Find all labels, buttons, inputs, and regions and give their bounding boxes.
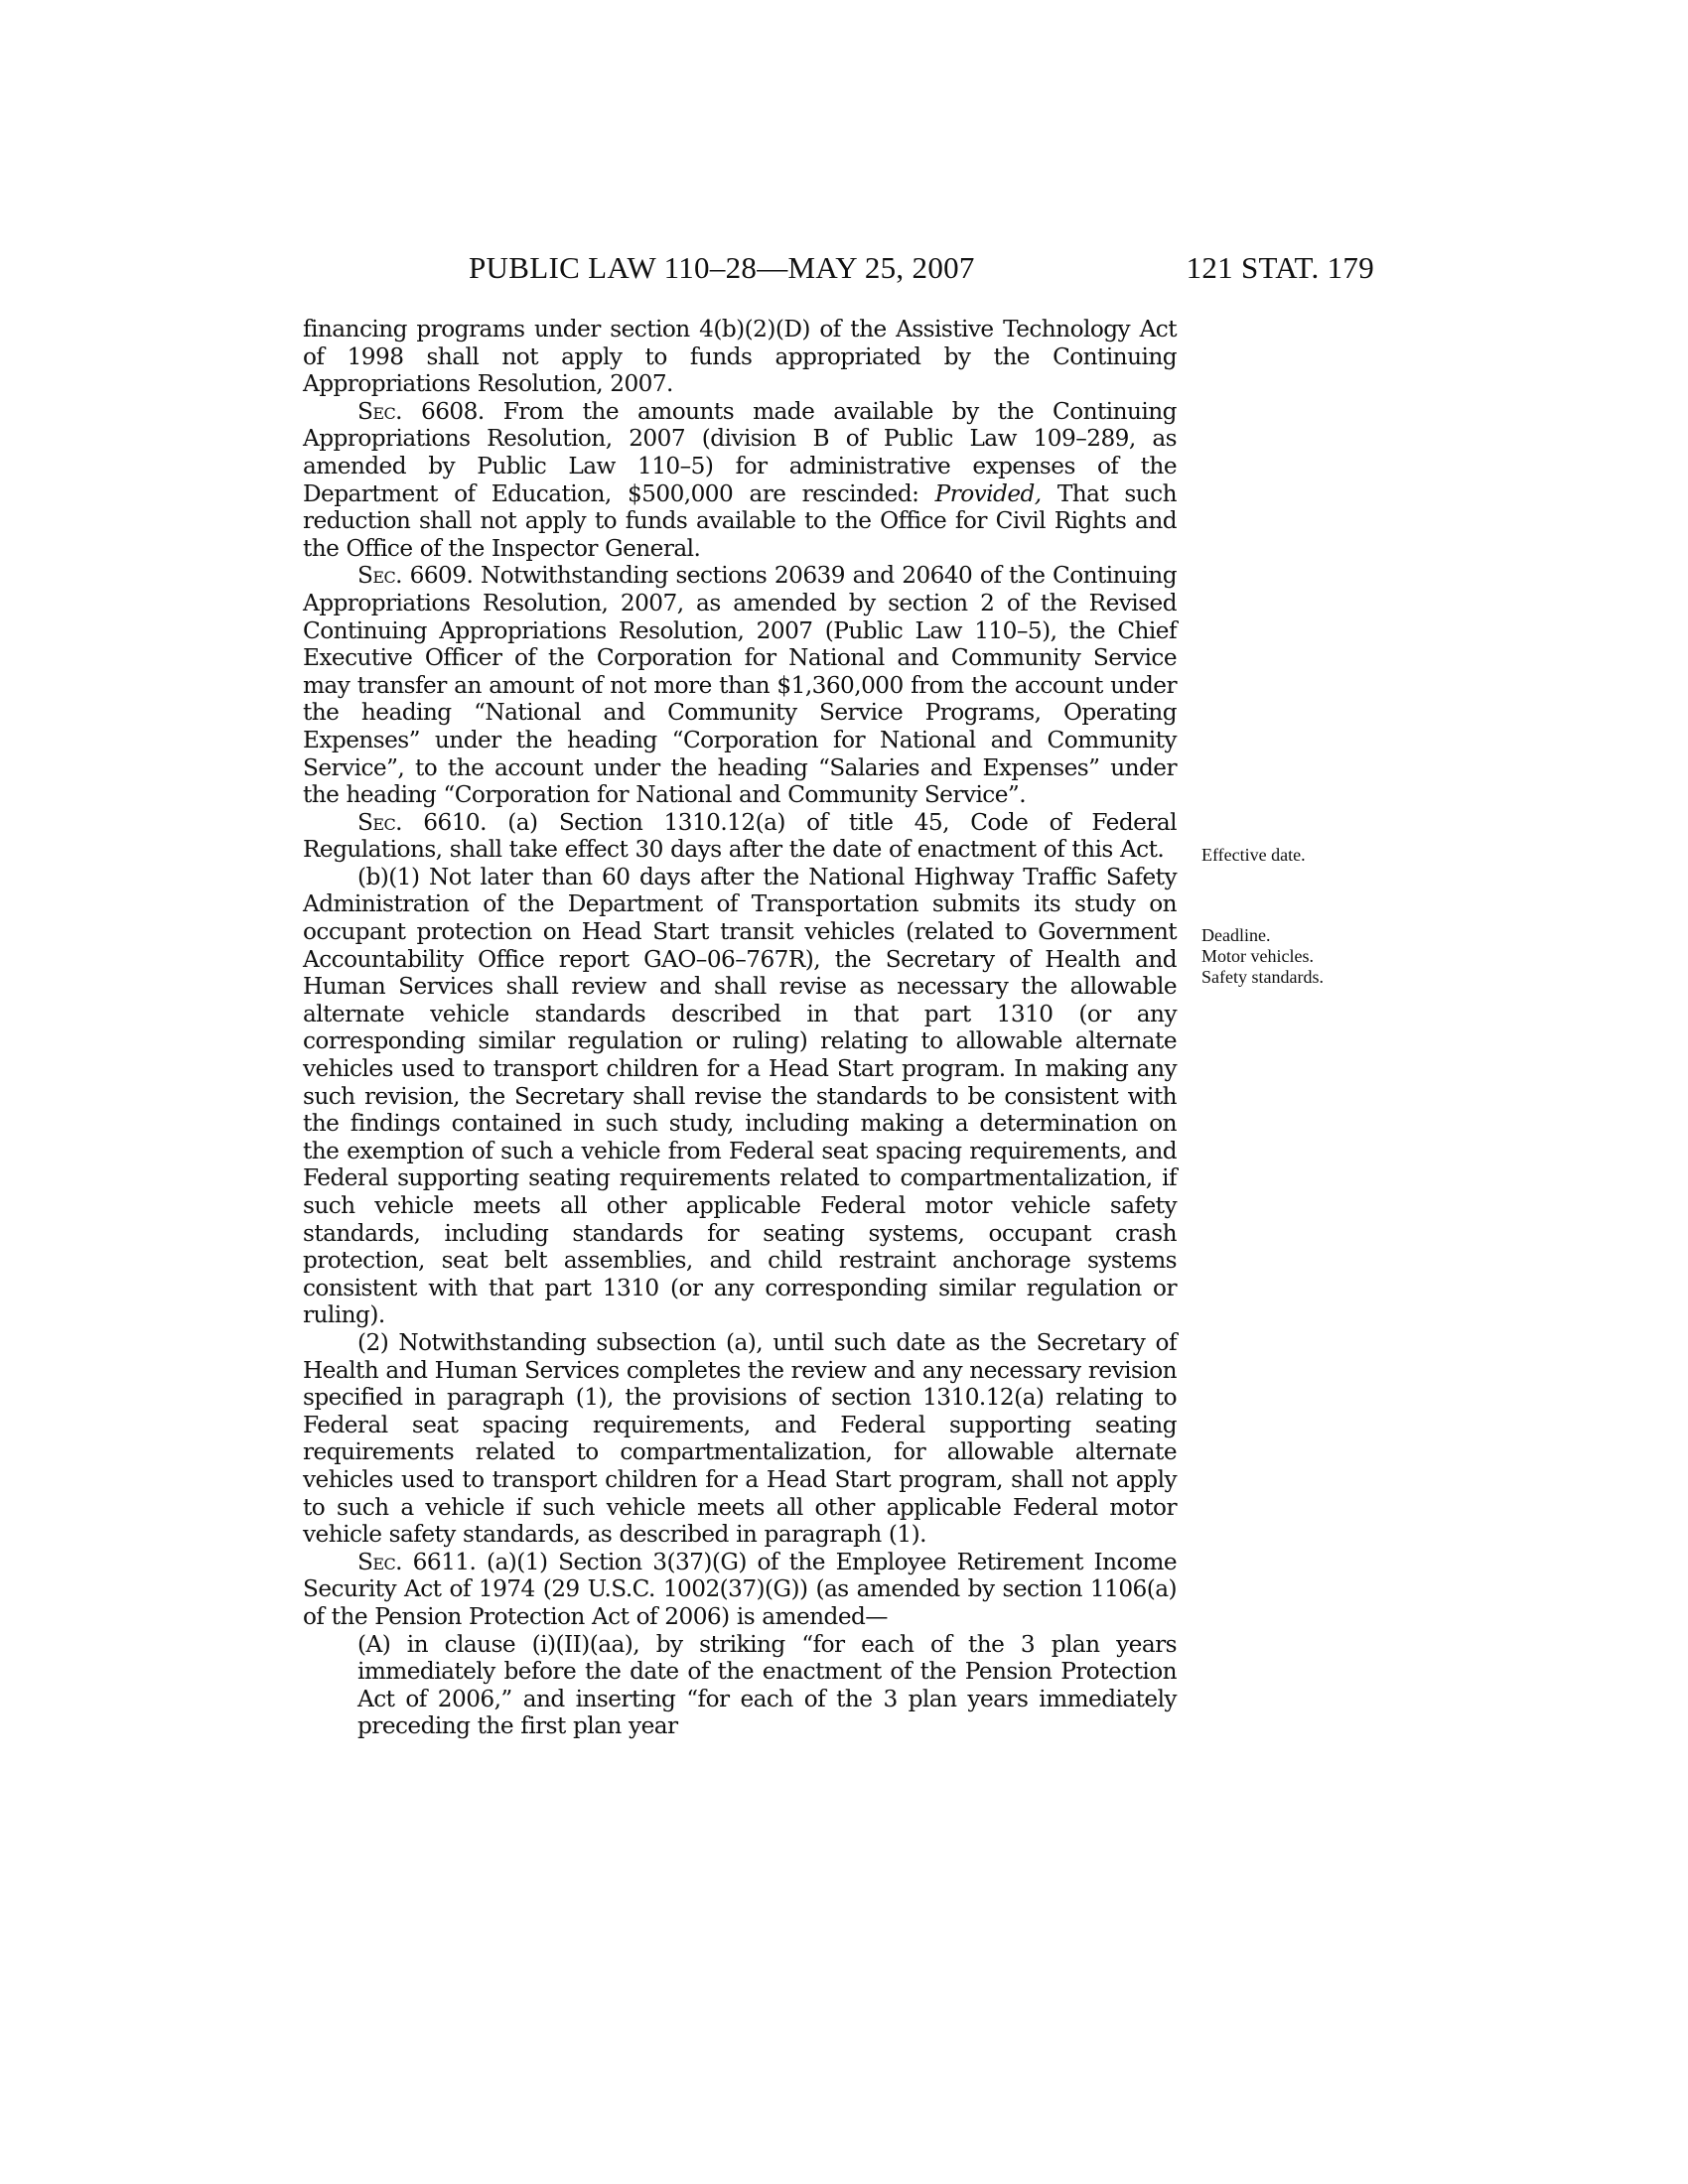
- paragraph-text: (a)(1) Section 3(37)(G) of the Employee Retirement Income Security Act of 1974 (29 U.S.C. 1002(37)(G)) (as amended by section 1106(a) of the Pension Protection Act of 2006) is amended—: [303, 1548, 1177, 1630]
- paragraph-text: Notwithstanding sections 20639 and 20640 of the Continuing Appropriations Resolution, 2007, as amended by section 2 of the Revised Continuing Appropriations Resolution, 2007 (Public Law 110–5), the Chief Executive Officer of the Corporation for National and Community Service may transfer an amount of not more than $1,360,000 from the account under the heading “National and Community Service Programs, Operating Expenses” under the heading “Corporation for National and Community Service”, to the account under the heading “Salaries and Expenses” under the heading “Corporation for National and Community Service”.: [303, 562, 1177, 809]
- section-label: Sec. 6608.: [357, 397, 485, 425]
- proviso-italic: Provided,: [934, 479, 1042, 507]
- section-label: Sec. 6611.: [357, 1548, 477, 1575]
- margin-note-deadline: [1201, 925, 1400, 988]
- paragraph-text: (a) Section 1310.12(a) of title 45, Code of Federal Regulations, shall take effect 30 days after the date of enactment of this Act.: [303, 808, 1177, 864]
- section-6608: [303, 398, 1177, 563]
- paragraph-continuation: [303, 316, 1177, 398]
- paragraph-text: (A) in clause (i)(II)(aa), by striking “for each of the 3 plan years immediately before the date of the enactment of the Pension Protection Act of 2006,” and inserting “for each of the 3 plan years immediately preceding the first plan year: [357, 1630, 1177, 1740]
- paragraph-text-after: That such reduction shall not apply to funds available to the Office for Civil Rights and the Office of the Inspector General.: [303, 479, 1177, 562]
- section-label: Sec. 6609.: [357, 562, 474, 590]
- section-6611-a1-A: [357, 1631, 1177, 1740]
- section-6611: [303, 1549, 1177, 1631]
- body-text: [303, 316, 1177, 1740]
- paragraph-text: financing programs under section 4(b)(2)(D) of the Assistive Technology Act of 1998 shall not apply to funds appropriated by the Continuing Appropriations Resolution, 2007.: [303, 316, 1177, 398]
- paragraph-text: (b)(1) Not later than 60 days after the National Highway Traffic Safety Administration of the Department of Transportation submits its study on occupant protection on Head Start transit vehicles (related to Government Accountability Office report GAO–06–767R), the Secretary of Health and Human Services shall review and shall revise as necessary the allowable alternate vehicle standards described in that part 1310 (or any corresponding similar regulation or ruling) relating to allowable alternate vehicles used to transport children for a Head Start program. In making any such revision, the Secretary shall revise the standards to be consistent with the findings contained in such study, including making a determination on the exemption of such a vehicle from Federal seat spacing requirements, and Federal supporting seating requirements related to compartmentalization, if such vehicle meets all other applicable Federal motor vehicle safety standards, including standards for seating systems, occupant crash protection, seat belt assemblies, and child restraint anchorage systems consistent with that part 1310 (or any corresponding similar regulation or ruling).: [303, 863, 1177, 1329]
- section-6610: [303, 809, 1177, 864]
- section-6610-b1: [303, 864, 1177, 1329]
- margin-note-text: Deadline.: [1201, 925, 1271, 945]
- paragraph-text: From the amounts made available by the Continuing Appropriations Resolution, 2007 (division B of Public Law 109–289, as amended by Public Law 110–5) for administrative expenses of the Department of Education, $500,000 are rescinded:: [303, 397, 1177, 507]
- section-6610-b2: [303, 1329, 1177, 1549]
- header-title: PUBLIC LAW 110–28—MAY 25, 2007: [469, 250, 975, 285]
- margin-note-effective-date: [1201, 845, 1400, 866]
- section-label: Sec. 6610.: [357, 808, 487, 836]
- section-6609: [303, 562, 1177, 808]
- margin-note-text: Motor vehicles.: [1201, 946, 1314, 966]
- page-header: [0, 250, 1688, 290]
- margin-note-text: Effective date.: [1201, 845, 1306, 865]
- header-page-ref: 121 STAT. 179: [1186, 250, 1374, 285]
- margin-note-text: Safety standards.: [1201, 967, 1324, 987]
- paragraph-text: (2) Notwithstanding subsection (a), until such date as the Secretary of Health and Human Services completes the review and any necessary revision specified in paragraph (1), the provisions of section 1310.12(a) relating to Federal seat spacing requirements, and Federal supporting seating requirements related to compartmentalization, for allowable alternate vehicles used to transport children for a Head Start program, shall not apply to such a vehicle if such vehicle meets all other applicable Federal motor vehicle safety standards, as described in paragraph (1).: [303, 1328, 1177, 1549]
